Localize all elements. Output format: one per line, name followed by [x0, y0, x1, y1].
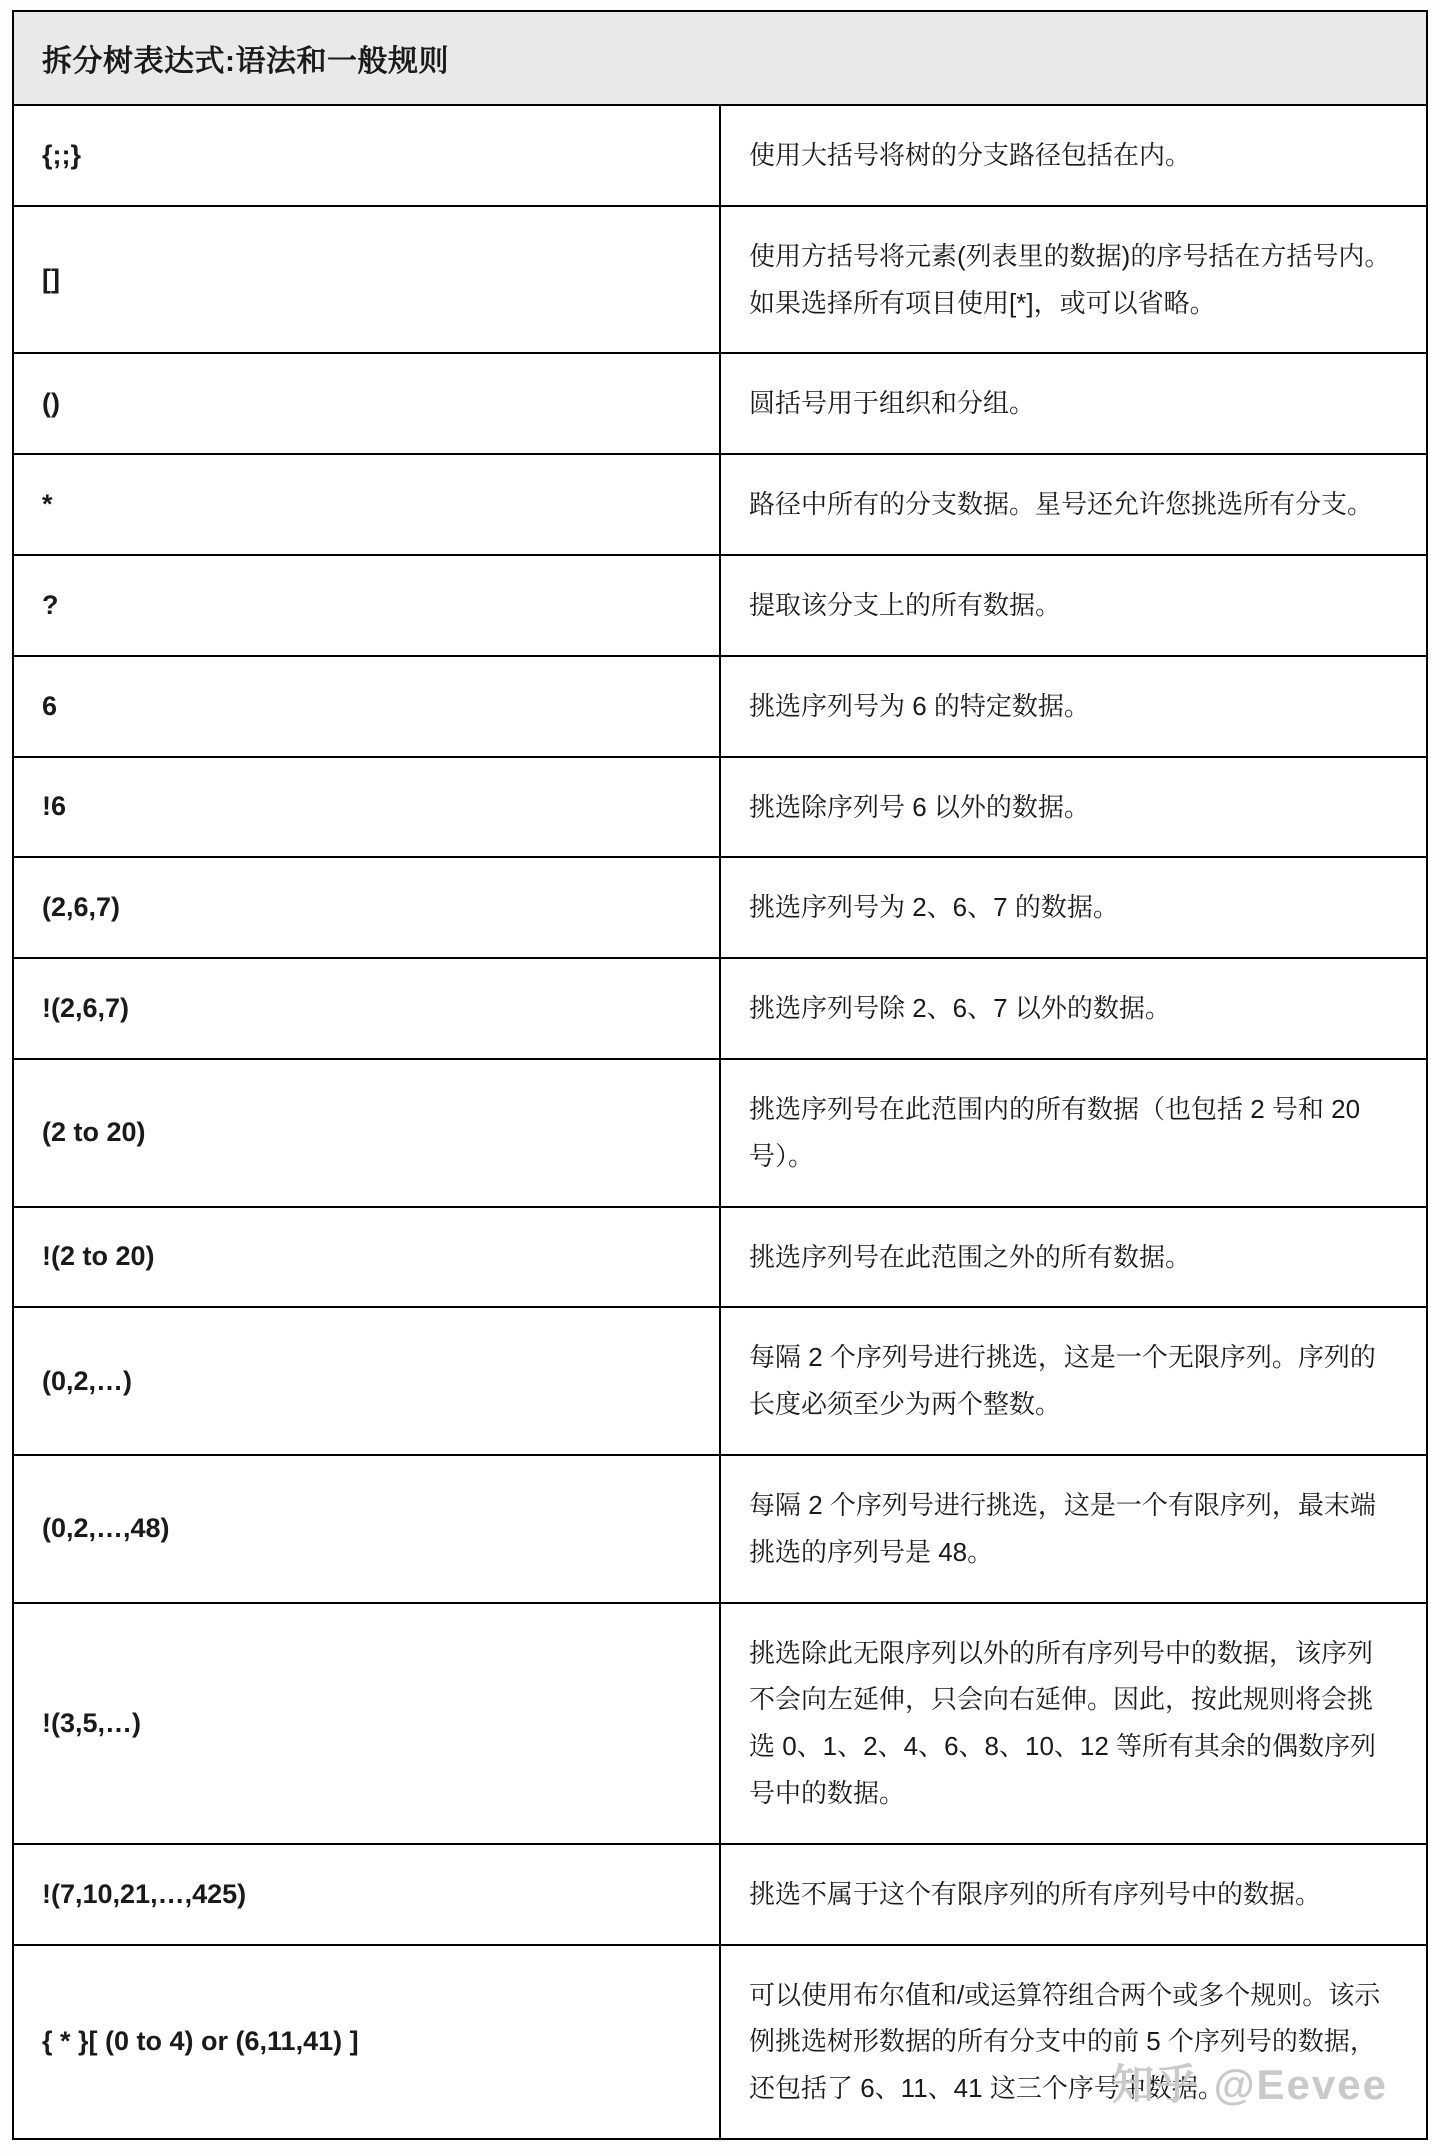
- description-cell: 挑选不属于这个有限序列的所有序列号中的数据。: [720, 1844, 1427, 1945]
- table-row: [13, 656, 1427, 757]
- symbol-cell: { * }[ (0 to 4) or (6,11,41) ]: [13, 1945, 720, 2139]
- table-row: [13, 353, 1427, 454]
- symbol-cell: !(2 to 20): [13, 1207, 720, 1308]
- description-cell: 挑选序列号除 2、6、7 以外的数据。: [720, 958, 1427, 1059]
- symbol-cell: []: [13, 206, 720, 354]
- symbol-cell: (): [13, 353, 720, 454]
- table-row: [13, 454, 1427, 555]
- description-cell: 挑选除此无限序列以外的所有序列号中的数据，该序列不会向左延伸，只会向右延伸。因此，按此规则将会挑选 0、1、2、4、6、8、10、12 等所有其余的偶数序列号中的数据。: [720, 1603, 1427, 1844]
- table-row: [13, 1207, 1427, 1308]
- table-row: [13, 1455, 1427, 1603]
- description-cell: 圆括号用于组织和分组。: [720, 353, 1427, 454]
- table-row: [13, 1844, 1427, 1945]
- table-row: [13, 105, 1427, 206]
- table-row: [13, 757, 1427, 858]
- description-cell: 挑选除序列号 6 以外的数据。: [720, 757, 1427, 858]
- symbol-cell: {;;}: [13, 105, 720, 206]
- symbol-cell: !(7,10,21,…,425): [13, 1844, 720, 1945]
- table-row: [13, 206, 1427, 354]
- symbol-cell: !(3,5,…): [13, 1603, 720, 1844]
- description-cell: 挑选序列号为 6 的特定数据。: [720, 656, 1427, 757]
- description-cell: 挑选序列号为 2、6、7 的数据。: [720, 857, 1427, 958]
- symbol-cell: *: [13, 454, 720, 555]
- rules-table: [12, 10, 1428, 2140]
- description-cell: 每隔 2 个序列号进行挑选，这是一个有限序列，最末端挑选的序列号是 48。: [720, 1455, 1427, 1603]
- zhihu-watermark: 知乎 @Eevee: [1111, 2060, 1388, 2108]
- symbol-cell: !6: [13, 757, 720, 858]
- table-row: [13, 1307, 1427, 1455]
- symbol-cell: (2 to 20): [13, 1059, 720, 1207]
- symbol-cell: (2,6,7): [13, 857, 720, 958]
- table-row: [13, 857, 1427, 958]
- description-cell: 使用大括号将树的分支路径包括在内。: [720, 105, 1427, 206]
- table-title: 拆分树表达式:语法和一般规则: [13, 11, 1427, 105]
- symbol-cell: !(2,6,7): [13, 958, 720, 1059]
- table-header-row: [13, 11, 1427, 105]
- description-cell: 挑选序列号在此范围之外的所有数据。: [720, 1207, 1427, 1308]
- table-row: [13, 1945, 1427, 2139]
- table-row: [13, 1059, 1427, 1207]
- description-cell: 挑选序列号在此范围内的所有数据（也包括 2 号和 20 号）。: [720, 1059, 1427, 1207]
- symbol-cell: (0,2,…): [13, 1307, 720, 1455]
- table-row: [13, 958, 1427, 1059]
- symbol-cell: ?: [13, 555, 720, 656]
- description-cell: 提取该分支上的所有数据。: [720, 555, 1427, 656]
- description-cell: 每隔 2 个序列号进行挑选，这是一个无限序列。序列的长度必须至少为两个整数。: [720, 1307, 1427, 1455]
- table-row: [13, 555, 1427, 656]
- table-row: [13, 1603, 1427, 1844]
- description-cell: 可以使用布尔值和/或运算符组合两个或多个规则。该示例挑选树形数据的所有分支中的前 5 个序列号的数据，还包括了 6、11、41 这三个序号中数据。: [720, 1945, 1427, 2139]
- symbol-cell: (0,2,…,48): [13, 1455, 720, 1603]
- description-cell: 使用方括号将元素(列表里的数据)的序号括在方括号内。如果选择所有项目使用[*]，或可以省略。: [720, 206, 1427, 354]
- symbol-cell: 6: [13, 656, 720, 757]
- description-cell: 路径中所有的分支数据。星号还允许您挑选所有分支。: [720, 454, 1427, 555]
